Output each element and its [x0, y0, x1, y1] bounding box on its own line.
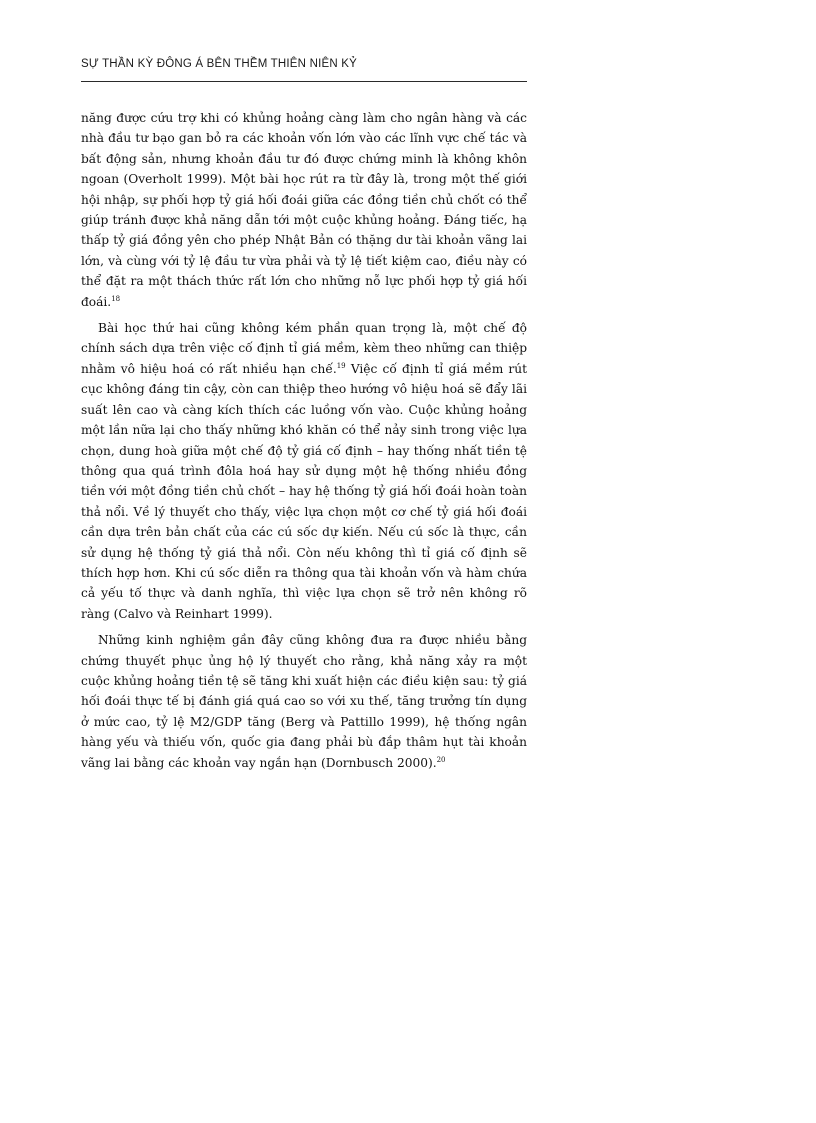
paragraph-2 — [81, 318, 527, 624]
paragraph-3-text: Những kinh nghiệm gần đây cũng không đưa ra được nhiều bằng chứng thuyết phục ủng hộ lý thuyết cho rằng, khả năng xảy ra một cuộc khủng hoảng tiền tệ sẽ tăng khi xuất hiện các điều kiện sau: tỷ giá hối đoái thực tế bị đánh giá quá cao so với xu thế, tăng trưởng tín dụng ở mức cao, tỷ lệ M2/GDP tăng (Berg và Pattillo 1999), hệ thống ngân hàng yếu và thiếu vốn, quốc gia đang phải bù đắp thâm hụt tài khoản vãng lai bằng các khoản vay ngắn hạn (Dornbusch 2000). — [81, 633, 527, 770]
body-text — [81, 108, 527, 779]
paragraph-1 — [81, 108, 527, 312]
header-rule — [81, 81, 527, 82]
paragraph-3 — [81, 630, 527, 773]
paragraph-1-text: năng được cứu trợ khi có khủng hoảng càng làm cho ngân hàng và các nhà đầu tư bạo gan bỏ ra các khoản vốn lớn vào các lĩnh vực chế tác và bất động sản, nhưng khoản đầu tư đó được chứng minh là không khôn ngoan (Overholt 1999). Một bài học rút ra từ đây là, trong một thế giới hội nhập, sự phối hợp tỷ giá hối đoái giữa các đồng tiền chủ chốt có thể giúp tránh được khả năng dẫn tới một cuộc khủng hoảng. Đáng tiếc, hạ thấp tỷ giá đồng yên cho phép Nhật Bản có thặng dư tài khoản vãng lai lớn, và cùng với tỷ lệ đầu tư vừa phải và tỷ lệ tiết kiệm cao, điều này có thể đặt ra một thách thức rất lớn cho những nỗ lực phối hợp tỷ giá hối đoái. — [81, 111, 527, 309]
footnote-ref-19[interactable]: 19 — [336, 361, 346, 370]
footnote-ref-20[interactable]: 20 — [436, 755, 446, 764]
paragraph-2-text-continued: Việc cố định tỉ giá mềm rút cục không đáng tin cậy, còn can thiệp theo hướng vô hiệu hoá sẽ đẩy lãi suất lên cao và càng kích thích các luồng vốn vào. Cuộc khủng hoảng một lần nữa lại cho thấy những khó khăn có thể nảy sinh trong việc lựa chọn, dung hoà giữa một chế độ tỷ giá cố định – hay thống nhất tiền tệ thông qua quá trình đôla hoá hay sử dụng một hệ thống nhiều đồng tiền với một đồng tiền chủ chốt – hay hệ thống tỷ giá hối đoái hoàn toàn thả nổi. Về lý thuyết cho thấy, việc lựa chọn một cơ chế tỷ giá hối đoái cần dựa trên bản chất của các cú sốc dự kiến. Nếu cú sốc là thực, cần sử dụng hệ thống tỷ giá thả nổi. Còn nếu không thì tỉ giá cố định sẽ thích hợp hơn. Khi cú sốc diễn ra thông qua tài khoản vốn và hàm chứa cả yếu tố thực và danh nghĩa, thì việc lựa chọn sẽ trở nên không rõ ràng (Calvo và Reinhart 1999). — [81, 361, 527, 621]
paragraph-2-text: Bài học thứ hai cũng không kém phần quan trọng là, một chế độ chính sách dựa trên việc cố định tỉ giá mềm, kèm theo những can thiệp nhằm vô hiệu hoá có rất nhiều hạn chế. — [81, 321, 527, 376]
footnote-ref-18[interactable]: 18 — [111, 294, 121, 303]
running-header: SỰ THẦN KỲ ĐÔNG Á BÊN THỀM THIÊN NIÊN KỶ — [81, 58, 357, 70]
